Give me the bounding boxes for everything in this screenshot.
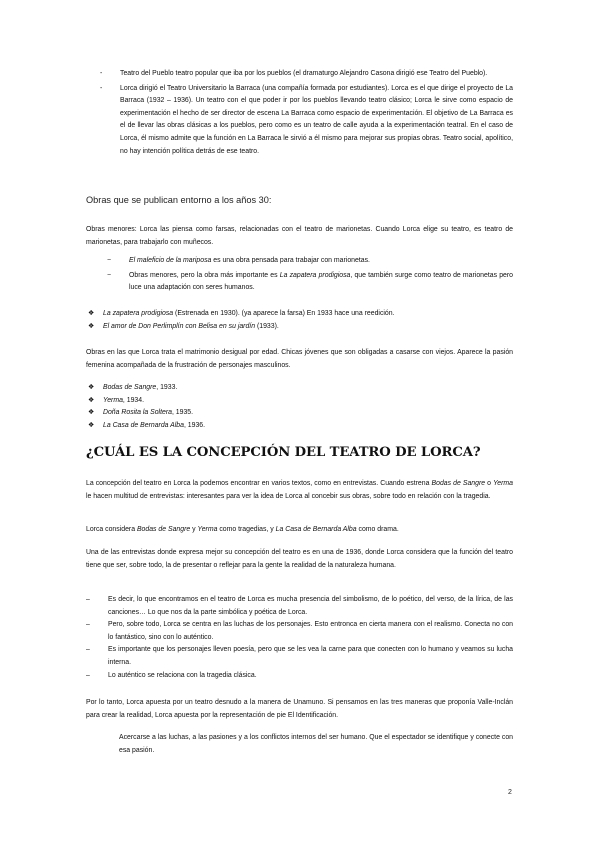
work-title: Bodas de Sangre: [136, 526, 191, 533]
list-item-text: Teatro del Pueblo teatro popular que iba por los pueblos (el dramaturgo Alejandro Casona dirigió ese Teatro del Pueblo).: [120, 70, 488, 77]
work-title: La Casa de Bernarda Alba: [275, 526, 357, 533]
work-title: Yerma: [197, 526, 218, 533]
list-item: [86, 594, 513, 619]
diamond-bullet-icon: ❖: [88, 409, 95, 417]
list-item: [88, 407, 513, 420]
unamuno-paragraph: Por lo tanto, Lorca apuesta por un teatro desnudo a la manera de Unamuno. Si pensamos en las tres maneras que proponía Valle-Inclán para crear la realidad, Lorca apuesta por la representación de pie El Identificación.: [86, 699, 513, 719]
list-item-text: Pero, sobre todo, Lorca se centra en las luchas de los personajes. Esto entronca en cierta manera con el realismo. Conecta no con lo fantástico, sino con lo auténtico.: [108, 621, 513, 641]
list-item-text: Es importante que los personajes lleven poesía, pero que se les vea la carne para que conecten con lo humano y veamos su lucha interna.: [108, 646, 513, 666]
list-item: [86, 619, 513, 644]
work-title: La Casa de Bernarda Alba: [103, 421, 184, 429]
paragraph-text: Lorca considera: [86, 526, 137, 533]
main-heading: ¿CUÁL ES LA CONCEPCIÓN DEL TEATRO DE LORCA?: [86, 445, 481, 460]
final-paragraph: Acercarse a las luchas, a las pasiones y a los conflictos internos del ser humano. Que el espectador se identifique y conecte con esa pasión.: [119, 734, 513, 754]
work-title: El amor de Don Perlimplín con Belisa en su jardín: [103, 322, 256, 330]
paragraph-text: como drama.: [356, 526, 399, 533]
list-item-text: , 1933.: [156, 384, 178, 391]
list-item-text: , que también surge como teatro de marionetas pero luce una adaptación con seres humanos.: [129, 271, 513, 292]
work-title: La zapatera prodigiosa: [279, 271, 351, 279]
work-title: La zapatera prodigiosa: [103, 310, 174, 317]
work-title: Bodas de Sangre: [431, 480, 486, 487]
paragraph-text: y: [190, 526, 198, 533]
list-item-text: (Estrenada en 1930). (ya aparece la farsa) En 1933 hace una reedición.: [173, 310, 395, 317]
list-item: [86, 644, 513, 669]
list-bullet: –: [86, 646, 90, 654]
entrevista-paragraph: Una de las entrevistas donde expresa mejor su concepción del teatro es en una de 1936, donde Lorca considera que la función del teatro tiene que ser, sobre todo, la de presentar o reflejar para la gente la realidad de la naturaleza humana.: [86, 549, 513, 569]
list-item: [88, 395, 513, 408]
bottom-list: [86, 594, 513, 682]
list-item: [88, 382, 513, 395]
list-item: [100, 68, 513, 81]
work-title: Yerma: [493, 480, 513, 487]
matrimonio-paragraph: Obras en las que Lorca trata el matrimonio desigual por edad. Chicas jóvenes que son obligadas a casarse con viejos. Aparece la pasión femenina acompañada de la frustración de personajes masculinos.: [86, 349, 513, 369]
list-bullet: −: [107, 271, 112, 279]
list-bullet: -: [100, 70, 103, 77]
list-item-text: (1933).: [255, 322, 279, 330]
work-title: El maleficio de la mariposa: [129, 257, 212, 264]
list-bullet: –: [86, 596, 90, 603]
page-number: 2: [508, 789, 512, 796]
list-item: [100, 83, 513, 159]
list-item: [88, 308, 513, 321]
work-title: Bodas de Sangre: [103, 384, 157, 391]
diamond-bullet-icon: ❖: [88, 396, 95, 404]
list-item: [107, 270, 513, 295]
paragraph-text: como tragedias, y: [217, 526, 276, 533]
list-item-text: , 1935.: [171, 409, 194, 417]
list-item-text: Lorca dirigió el Teatro Universitario la Barraca (una compañía formada por estudiantes). Lorca es el que dirige el proyecto de La Barraca (1932 – 1936). Un teatro con el que poder ir por los pueblos llevando teatro clásico; Lorca le sirve como espacio de experimentación el hecho de ser director de escena La Barraca como espacio de experimentación. El objetivo de La Barraca es el de llevar las obras clásicas a los pueblos, pero como es un teatro de calle ayuda a la experimentación teatral. En el caso de Lorca, él mismo admite que la función en La Barraca le sirvió a él mismo para mejorar sus propias obras. Teatro social, apolítico, no hay intención política detrás de ese teatro.: [120, 84, 513, 155]
considera-paragraph: [86, 524, 513, 537]
diamond-bullet-icon: ❖: [88, 310, 95, 317]
list-item: [88, 420, 513, 433]
diamond-bullet-icon: ❖: [88, 384, 95, 391]
list-bullet: -: [100, 84, 103, 92]
section-heading-obras: Obras que se publican entorno a los años 30:: [86, 195, 272, 205]
work-title: Doña Rosita la Soltera: [103, 409, 172, 417]
list-item: [107, 255, 513, 268]
diamond-list-2: [88, 382, 513, 432]
list-item: [86, 670, 513, 683]
top-list: [100, 68, 513, 158]
work-title: Yerma: [103, 396, 123, 404]
list-bullet: –: [86, 671, 90, 679]
list-item: [88, 321, 513, 334]
list-item-text: Obras menores, pero la obra más importante es: [129, 271, 280, 279]
list-bullet: –: [86, 621, 90, 629]
diamond-bullet-icon: ❖: [88, 322, 95, 330]
list-item-text: Es decir, lo que encontramos en el teatro de Lorca es mucha presencia del simbolismo, de lo poético, del verso, de la lírica, de las canciones… Lo que nos da la parte simbólica y poética de Lorca.: [108, 596, 513, 616]
list-item-text: , 1936.: [183, 421, 206, 429]
list-item-text: es una obra pensada para trabajar con marionetas.: [211, 257, 370, 264]
diamond-list-1: [88, 308, 513, 333]
menores-list: [107, 255, 513, 295]
list-item-text: , 1934.: [122, 396, 144, 404]
list-bullet: −: [107, 257, 112, 264]
obras-menores-paragraph: Obras menores: Lorca las piensa como farsas, relacionadas con el teatro de marionetas. Cuando Lorca elige su teatro, es teatro de marionetas, para trabajarlo con muñecos.: [86, 226, 513, 246]
paragraph-text: le hacen multitud de entrevistas: interesantes para ver la idea de Lorca al concebir sus obras, sobre todo en relación con la tragedia.: [86, 492, 491, 500]
diamond-bullet-icon: ❖: [88, 421, 95, 429]
list-item-text: Lo auténtico se relaciona con la tragedia clásica.: [108, 671, 257, 679]
paragraph-text: o: [485, 480, 494, 487]
paragraph-text: La concepción del teatro en Lorca la podemos encontrar en varios textos, como en entrevistas. Cuando estrena: [86, 480, 432, 487]
concepcion-paragraph: [86, 478, 513, 503]
